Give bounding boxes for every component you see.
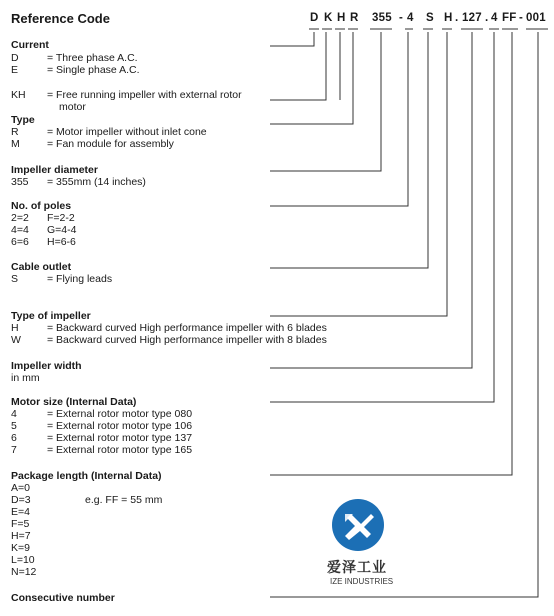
code-part-127: 127 bbox=[462, 12, 482, 24]
code-part-dot1: . bbox=[455, 12, 459, 24]
code-part-ff: FF bbox=[502, 12, 517, 24]
kh-value-line1: = Free running impeller with external rotor bbox=[47, 89, 242, 101]
impeller-type-key-h: H bbox=[11, 322, 19, 334]
current-key-e: E bbox=[11, 64, 19, 76]
connector-package bbox=[270, 32, 512, 475]
code-part-dash1: - bbox=[399, 12, 404, 24]
width-sub: in mm bbox=[11, 372, 40, 384]
poles-row-1b: F=2-2 bbox=[47, 212, 75, 224]
type-value-r: = Motor impeller without inlet cone bbox=[47, 126, 207, 138]
impeller-type-value-h: = Backward curved High performance impeller with 6 blades bbox=[47, 322, 327, 334]
package-example: e.g. FF = 55 mm bbox=[85, 494, 163, 506]
code-part-355: 355 bbox=[372, 12, 392, 24]
motor-key-4: 4 bbox=[11, 408, 17, 420]
code-part-dash2: - bbox=[519, 12, 524, 24]
motor-value-6: = External rotor motor type 137 bbox=[47, 432, 193, 444]
code-part-dot2: . bbox=[485, 12, 489, 24]
motor-value-4: = External rotor motor type 080 bbox=[47, 408, 193, 420]
width-title: Impeller width bbox=[11, 360, 82, 372]
current-key-d: D bbox=[11, 52, 19, 64]
cable-title: Cable outlet bbox=[11, 261, 72, 273]
code-part-k: K bbox=[324, 12, 333, 24]
motor-key-7: 7 bbox=[11, 444, 17, 456]
connector-k bbox=[270, 32, 326, 100]
ize-logo-icon bbox=[331, 498, 385, 552]
page-title: Reference Code bbox=[11, 11, 110, 26]
diameter-value: = 355mm (14 inches) bbox=[47, 176, 146, 188]
kh-key: KH bbox=[11, 89, 26, 101]
package-row-h: H=7 bbox=[11, 530, 31, 542]
current-title: Current bbox=[11, 39, 49, 51]
poles-row-2a: 4=4 bbox=[11, 224, 29, 236]
type-key-m: M bbox=[11, 138, 20, 150]
connector-cable bbox=[270, 32, 428, 268]
connector-motor bbox=[270, 32, 494, 402]
connector-impeller-type bbox=[270, 32, 447, 316]
package-row-f: F=5 bbox=[11, 518, 30, 530]
package-row-e: E=4 bbox=[11, 506, 30, 518]
diameter-title: Impeller diameter bbox=[11, 164, 98, 176]
impeller-type-key-w: W bbox=[11, 334, 21, 346]
connector-current bbox=[270, 32, 314, 46]
code-part-d: D bbox=[310, 12, 319, 24]
code-part-4: 4 bbox=[407, 12, 414, 24]
motor-key-5: 5 bbox=[11, 420, 17, 432]
code-part-s: S bbox=[426, 12, 434, 24]
code-part-001: 001 bbox=[526, 12, 546, 24]
poles-row-3a: 6=6 bbox=[11, 236, 29, 248]
type-key-r: R bbox=[11, 126, 19, 138]
type-value-m: = Fan module for assembly bbox=[47, 138, 174, 150]
motor-value-5: = External rotor motor type 106 bbox=[47, 420, 193, 432]
package-title: Package length (Internal Data) bbox=[11, 470, 162, 482]
poles-row-2b: G=4-4 bbox=[47, 224, 77, 236]
package-row-n: N=12 bbox=[11, 566, 37, 578]
poles-title: No. of poles bbox=[11, 200, 72, 212]
motor-title: Motor size (Internal Data) bbox=[11, 396, 137, 408]
package-row-l: L=10 bbox=[11, 554, 35, 566]
type-title: Type bbox=[11, 114, 35, 126]
current-value-e: = Single phase A.C. bbox=[47, 64, 140, 76]
connector-width bbox=[270, 32, 472, 368]
package-row-k: K=9 bbox=[11, 542, 30, 554]
code-part-r: R bbox=[350, 12, 359, 24]
code-part-h: H bbox=[337, 12, 346, 24]
package-row-d: D=3 bbox=[11, 494, 31, 506]
connector-poles bbox=[270, 32, 408, 206]
cable-key: S bbox=[11, 273, 19, 285]
diameter-key: 355 bbox=[11, 176, 29, 188]
code-part-4b: 4 bbox=[491, 12, 498, 24]
poles-row-1a: 2=2 bbox=[11, 212, 29, 224]
current-value-d: = Three phase A.C. bbox=[47, 52, 138, 64]
package-row-a: A=0 bbox=[11, 482, 30, 494]
kh-value-line2: motor bbox=[59, 101, 86, 113]
code-part-h2: H bbox=[444, 12, 453, 24]
motor-key-6: 6 bbox=[11, 432, 17, 444]
consecutive-title: Consecutive number bbox=[11, 592, 115, 604]
logo-text-cn: 爱泽工业 bbox=[327, 560, 387, 576]
logo-text-en: IZE INDUSTRIES bbox=[330, 577, 394, 586]
motor-value-7: = External rotor motor type 165 bbox=[47, 444, 193, 456]
cable-value: = Flying leads bbox=[47, 273, 113, 285]
poles-row-3b: H=6-6 bbox=[47, 236, 76, 248]
impeller-type-title: Type of impeller bbox=[11, 310, 91, 322]
impeller-type-value-w: = Backward curved High performance impeller with 8 blades bbox=[47, 334, 327, 346]
connector-consecutive bbox=[270, 32, 538, 597]
